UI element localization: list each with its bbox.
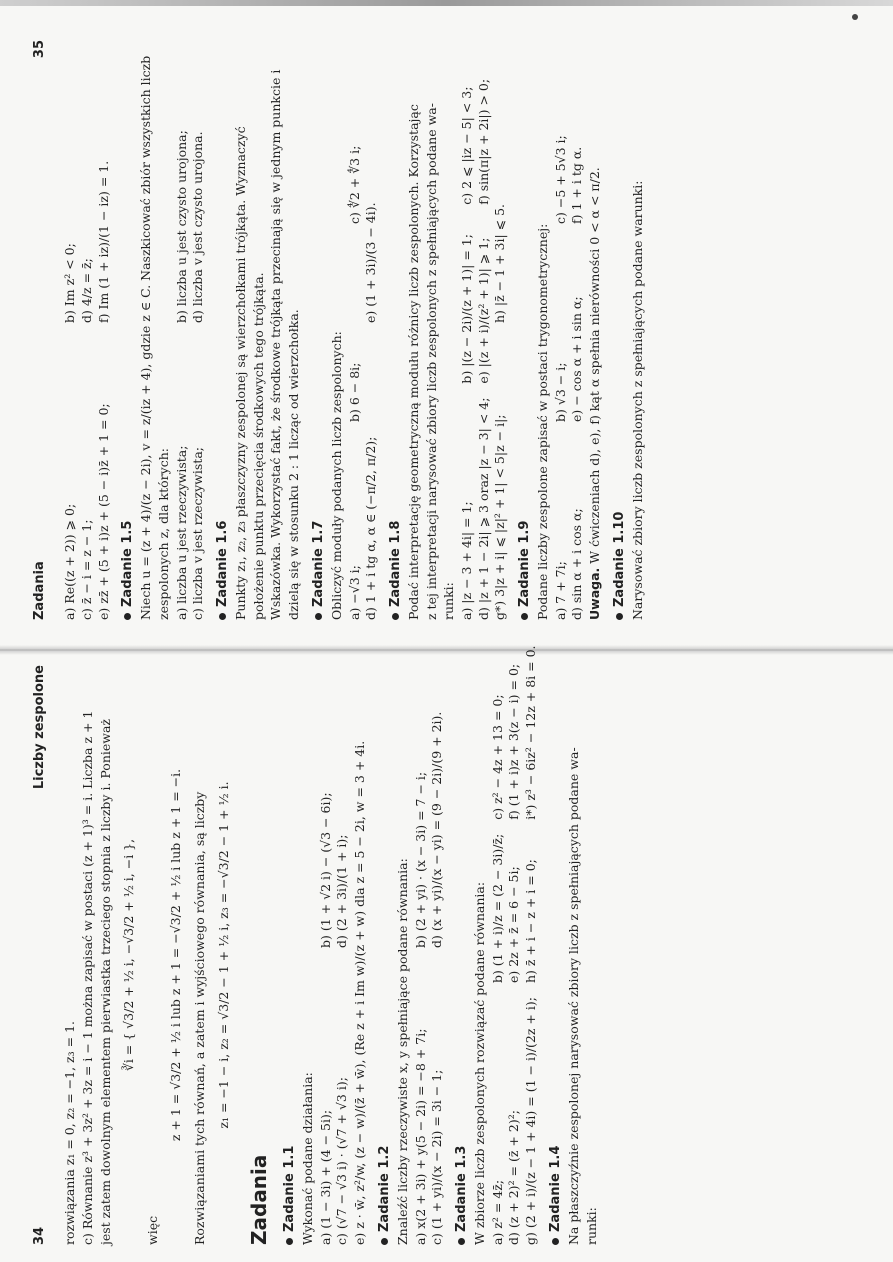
item: d) 4/z = z̄; [78, 258, 94, 323]
item: c) liczba v jest rzeczywista; [190, 447, 206, 620]
task-text: Na płaszczyźnie zespolonej narysować zbiory liczb z spełniających podane wa- [565, 747, 581, 1245]
header-section: Liczby zespolone [32, 665, 47, 790]
solution-text: Rozwiązaniami tych równań, a zatem i wyjściowego równania, są liczby [192, 791, 208, 1245]
item: f) sin(π|z + 2i|) > 0; [475, 78, 491, 205]
bullet-icon [381, 1238, 388, 1245]
item: a) −√3 i; [346, 565, 362, 620]
equation: z₁ = −1 − i, z₂ = √3/2 − 1 + ½ i, z₃ = −√3/2 − 1 + ½ i. [215, 781, 231, 1129]
item: b) Im z² < 0; [62, 243, 78, 323]
exercise-list [489, 645, 540, 1245]
item: b) |(z − 2i)/(z + 1)| = 1; [459, 234, 475, 384]
bullet-icon [286, 1238, 293, 1245]
bullet-icon [616, 613, 623, 620]
task-title: Zadanie 1.8 [387, 40, 404, 620]
item: g*) 3|z + i| ⩽ |z|² + 1| < 5|z − i|; [492, 414, 508, 620]
bullet-icon [124, 613, 131, 620]
item: d) liczba v jest czysto urojona. [190, 131, 206, 323]
exercise-list [318, 665, 351, 1245]
exercise-list [492, 40, 509, 620]
task-title: Zadanie 1.5 [119, 40, 136, 620]
exercise-list [413, 665, 446, 1245]
item: b) (2 + yi) · (x − 3i) = 7 − i; [412, 771, 428, 948]
item: c) −5 + 5√3 i; [552, 135, 568, 224]
item: e) |(z + i)/(z² + 1)| ⩾ 1; [475, 237, 491, 384]
task-text: W zbiorze liczb zespolonych rozwiązać podane równania: [472, 881, 488, 1245]
solution-text: jest zatem dowolnym elementem pierwiastka trzeciego stopnia z liczby i. Ponieważ [97, 718, 113, 1245]
note-label: Uwaga. [587, 567, 603, 620]
task-text: runki: [583, 1207, 599, 1245]
item: d) (z + 2)² = (z̄ + 2)²; [506, 1110, 522, 1245]
task-title: Zadanie 1.9 [516, 40, 533, 620]
task-text: runki: [441, 582, 457, 620]
equation: ∛i = { √3/2 + ½ i, −√3/2 + ½ i, −i }, [121, 838, 137, 1072]
item: i*) z³ − 6iz² − 12z + 8i = 0. [522, 645, 538, 820]
task-title: Zadanie 1.6 [214, 40, 231, 620]
item: d) (2 + 3i)/(1 + i); [334, 834, 350, 948]
item: c) (1 + yi)/(x − 2i) = 3i − 1; [429, 1069, 445, 1245]
item: a) (1 − 3i) + (4 − 5i); [317, 1109, 333, 1245]
task-title: Zadanie 1.1 [281, 665, 298, 1245]
exercise-list [363, 40, 380, 620]
page-number: 35 [32, 40, 47, 59]
task-text: Podać interpretację geometryczną modułu różnicy liczb zespolonych. Korzystając [406, 104, 422, 620]
item: h) z̄ + i − z + i = 0; [522, 859, 538, 984]
solution-text: więc [144, 1215, 160, 1245]
item: f) 1 + i tg α. [569, 146, 585, 224]
exercise-list [62, 40, 112, 620]
page-header [31, 40, 48, 620]
bullet-icon [458, 1238, 465, 1245]
task-text: Niech u = (z + 4)/(z − 2i), v = z/(iz + 4), gdzie z ∈ C. Naszkicować zbiór wszystkich liczb [138, 55, 154, 620]
item: a) 7 + 7i; [552, 561, 568, 620]
item: b) 6 − 8i; [346, 362, 362, 422]
page-header [31, 665, 48, 1245]
item: c) z² − 4z + 13 = 0; [489, 694, 505, 820]
note [587, 40, 604, 620]
item: c) ∜2 + ∜3 i; [346, 145, 362, 224]
item: e) zz̄ + (5 + i)z + (5 − i)z̄ + 1 = 0; [95, 403, 111, 620]
task-text: położenie punktu przecięcia środkowych tego trójkąta. [250, 272, 266, 620]
exercise-list [553, 40, 586, 620]
bullet-icon [392, 613, 399, 620]
item: d) (x + yi)/(x − yi) = (9 − 2i)/(9 + 2i). [429, 711, 445, 948]
item: h) |z̄ − 1 + 3i| ⩽ 5. [492, 203, 508, 323]
page-35 [31, 40, 861, 620]
hint-text: dzielą się w stosunku 2 : 1 licząc od wierzchołka. [286, 309, 302, 620]
item: a) z² = 4z̄; [489, 1179, 505, 1245]
hint-text: Wskazówka. Wykorzystać fakt, że środkowe trójkąta przecinają się w jednym punkcie i [268, 69, 284, 620]
item: b) √3 − i; [552, 362, 568, 422]
item: d) |z + 1 − 2i| ⩾ 3 oraz |z − 3| < 4; [475, 397, 491, 620]
item: d) 1 + i tg α, α ∈ (−π/2, π/2); [363, 436, 379, 620]
item: e) (1 + 3i)/(3 − 4i). [363, 202, 379, 323]
task-title: Zadanie 1.3 [453, 665, 470, 1245]
bullet-icon [521, 613, 528, 620]
item: a) Re((z + 2)) ⩾ 0; [62, 503, 78, 620]
note-text: W ćwiczeniach d), e), f) kąt α spełnia nierówności 0 < α < π/2. [587, 167, 603, 564]
item: a) x(2 + 3i) + y(5 − 2i) = −8 + 7i; [412, 1028, 428, 1245]
task-title: Zadanie 1.7 [310, 40, 327, 620]
item: c) (√7 − √3 i) · (√7 + √3 i); [334, 1077, 350, 1245]
task-text: Punkty z₁, z₂, z₃ płaszczyzny zespolonej są wierzchołkami trójkąta. Wyznaczyć [233, 126, 249, 620]
task-text: Podane liczby zespolone zapisać w postaci trygonometrycznej: [535, 223, 551, 620]
page-number: 34 [32, 1226, 47, 1245]
scan-speck [852, 14, 858, 20]
bullet-icon [552, 1238, 559, 1245]
book-gutter [0, 645, 893, 655]
item: e) z · w̄, z²/w, (z − w)/(z̄ + w̄), (Re z + i Im w)/(z + w) dla z = 5 − 2i, w = 3 + 4i. [352, 740, 368, 1245]
task-text: Narysować zbiory liczb zespolonych z spełniających podane warunki: [629, 180, 645, 620]
task-text: z tej interpretacji narysować zbiory liczb zespolonych z spełniających podane wa- [423, 103, 439, 620]
item: a) liczba u jest rzeczywista; [173, 445, 189, 620]
task-text: Obliczyć moduły podanych liczb zespolonych: [329, 331, 344, 620]
task-title: Zadanie 1.10 [611, 40, 628, 620]
equation: z + 1 = √3/2 + ½ i lub z + 1 = −√3/2 + ½ i lub z + 1 = −i. [168, 768, 184, 1142]
item: f) Im (1 + iz)/(1 − iz) = 1. [95, 160, 111, 323]
item: b) (1 + i)/z = (2 − 3i)/z̄; [489, 833, 505, 984]
exercise-list [174, 40, 207, 620]
item: g) (2 + i)/(z − 1 + 4i) = (1 − i)/(2z + i); [522, 997, 538, 1245]
bullet-icon [315, 613, 322, 620]
item: f) (1 + i)z + 3(z − i) = 0; [506, 663, 522, 820]
section-title: Zadania [247, 1154, 272, 1245]
task-title: Zadanie 1.2 [376, 665, 393, 1245]
item: a) |z − 3 + 4i| = 1; [459, 501, 475, 620]
item: e) − cos α + i sin α; [569, 296, 585, 422]
item: e) 2z + z̄ = 6 − 5i; [506, 866, 522, 984]
solution-text: c) Równanie z³ + 3z² + 3z = i − 1 można zapisać w postaci (z + 1)³ = i. Liczba z + 1 [79, 710, 95, 1245]
header-section: Zadania [32, 561, 47, 620]
exercise-list [459, 40, 492, 620]
item: b) liczba u jest czysto urojona; [173, 130, 189, 323]
task-text: Znaleźć liczby rzeczywiste x, y spełniające podane równania: [394, 858, 410, 1245]
task-text: zespolonych z, dla których: [156, 448, 172, 620]
task-text: Wykonać podane działania: [300, 1072, 316, 1245]
exercise-list [347, 40, 364, 620]
item: d) sin α + i cos α; [569, 508, 585, 620]
task-title: Zadanie 1.4 [547, 665, 564, 1245]
scan-edge [0, 0, 893, 6]
item: c) z̄ − i = z − 1; [78, 519, 94, 620]
bullet-icon [219, 613, 226, 620]
item: c) 2 ⩽ |iz − 5| < 3; [459, 86, 475, 205]
item: b) (1 + √2 i) − (√3 − 6i); [317, 792, 333, 948]
page-34 [31, 645, 861, 1245]
solution-text: rozwiązania z₁ = 0, z₂ = −1, z₃ = 1. [62, 1021, 78, 1245]
